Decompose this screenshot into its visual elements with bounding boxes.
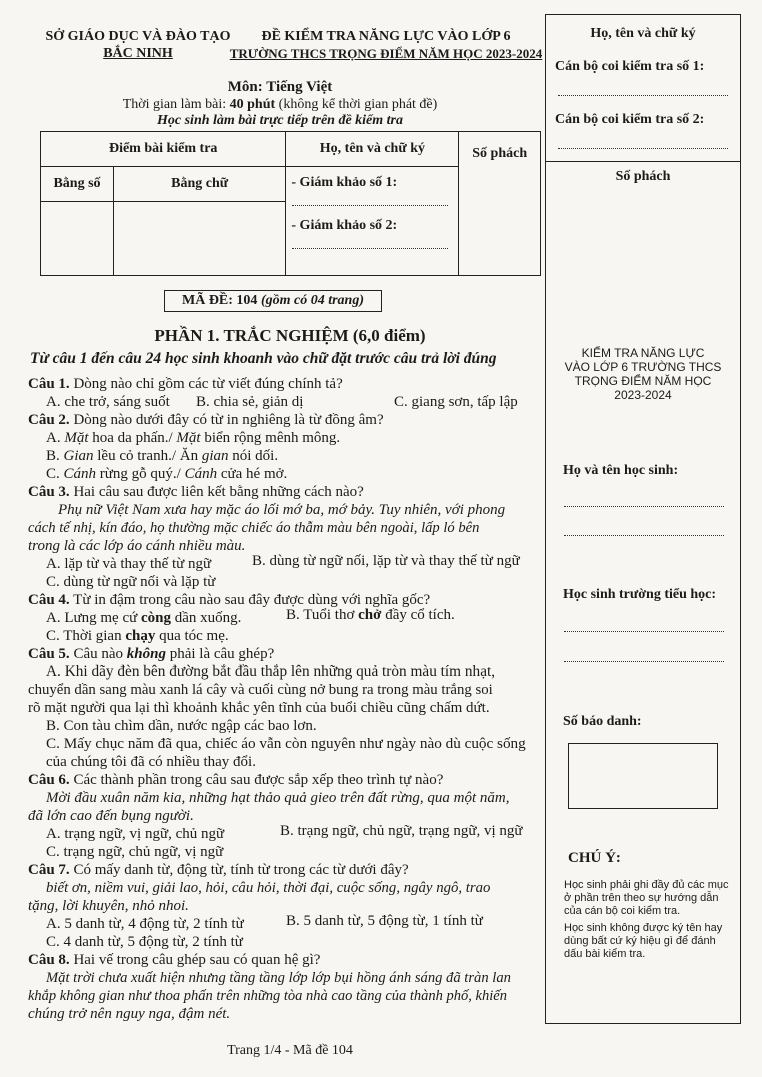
option-text: C. Thời gian: [46, 628, 126, 644]
q3-passage-line-2: cách tế nhị, kín đáo, họ thường mặc chiếc áo thẫm màu bên ngoài, lấp ló bên: [28, 520, 480, 536]
question-text: phải là câu ghép?: [165, 646, 275, 662]
q5-option-c-line-1[interactable]: C. Mấy chục năm đã qua, chiếc áo vẫn còn nguyên như ngày nào dù cuộc sống: [46, 735, 526, 752]
score-header: Điểm bài kiểm tra: [108, 141, 218, 156]
q3-passage-line-3: trong là các lớp áo cánh nhiều màu.: [28, 538, 246, 554]
question-text: Hai vế trong câu ghép sau có quan hệ gì?: [73, 952, 321, 968]
question-number: Câu 7.: [28, 862, 70, 878]
score-words-label: Bằng chữ: [171, 176, 229, 191]
exam-code: MÃ ĐỀ: 104: [182, 293, 258, 308]
italic-word: Cánh: [184, 466, 218, 482]
question-number: Câu 5.: [28, 646, 70, 662]
bold-word: còng: [141, 610, 171, 626]
q2-option-a[interactable]: [46, 429, 340, 447]
q5-option-b[interactable]: B. Con tàu chìm dần, nước ngập các bao lơn.: [46, 718, 317, 734]
rc-note-2: Học sinh không được ký tên hay dùng bất cứ ký hiệu gì để đánh dấu bài kiểm tra.: [564, 922, 723, 960]
rc-note-1: Học sinh phải ghi đầy đủ các mục ở phần trên theo sự hướng dẫn của cán bộ coi kiểm tra.: [564, 879, 729, 917]
option-letter: C.: [46, 466, 64, 482]
option-text: rừng gỗ quý./: [96, 466, 185, 482]
q5-option-a-line-2: chuyển dần sang màu xanh lá cây và cuối cùng nở bung ra trong màu trắng soi: [28, 682, 493, 698]
question-text: Dòng nào chỉ gồm các từ viết đúng chính tả?: [73, 376, 343, 392]
exam-title: [228, 28, 544, 62]
q7-option-c[interactable]: C. 4 danh từ, 5 động từ, 2 tính từ: [46, 934, 243, 950]
part1-title: PHẦN 1. TRẮC NGHIỆM (6,0 điểm): [154, 326, 426, 345]
rc-primary-school-line-1[interactable]: [564, 630, 724, 632]
score-table: [40, 131, 541, 276]
q6-passage-line-2: đã lớn cao đến bụng người.: [28, 808, 194, 824]
score-number-label: Bằng số: [53, 176, 101, 191]
time-value: 40 phút: [229, 97, 276, 112]
question-number: Câu 8.: [28, 952, 70, 968]
rc-candidate-number-box[interactable]: [568, 743, 718, 809]
option-text: đầy cổ tích.: [381, 607, 455, 623]
q5-option-a-line-1[interactable]: A. Khi dãy đèn bên đường bắt đầu thắp lên những quả tròn màu tím nhạt,: [46, 663, 496, 680]
rc-title-line-2: VÀO LỚP 6 TRƯỜNG THCS: [564, 360, 722, 374]
score-number-header: [41, 167, 114, 202]
option-text: dần xuống.: [171, 610, 242, 626]
rc-title-line-1: KIỂM TRA NĂNG LỰC: [581, 346, 705, 360]
option-letter: A.: [46, 430, 65, 446]
option-text: cửa hé mở.: [217, 466, 288, 482]
sign-header: Họ, tên và chữ ký: [319, 141, 426, 156]
q8-passage-line-2: khắp không gian như thoa phấn trên những tòa nhà cao tầng của thành phố, khiến: [28, 988, 507, 1004]
question-2: [28, 411, 384, 429]
q2-option-b[interactable]: [46, 447, 278, 465]
option-text: lều cỏ tranh./ Ăn: [93, 448, 202, 464]
page-footer: Trang 1/4 - Mã đề 104: [227, 1043, 353, 1058]
q3-option-b[interactable]: B. dùng từ ngữ nối, lặp từ và thay thế từ ngữ: [252, 553, 520, 569]
italic-word: Mặt: [64, 430, 89, 446]
department-line-1: SỞ GIÁO DỤC VÀ ĐÀO TẠO: [45, 29, 231, 44]
question-text: Hai câu sau được liên kết bằng những cách nào?: [73, 484, 364, 500]
italic-word: gian: [201, 448, 229, 464]
question-number: Câu 3.: [28, 484, 70, 500]
q7-words-line-1: biết ơn, niềm vui, giải lao, hỏi, câu hỏi, thời đại, cuộc sống, ngây ngô, trao: [46, 880, 491, 896]
question-8: [28, 951, 320, 969]
exam-title-line-2: TRƯỜNG THCS TRỌNG ĐIỂM NĂM HỌC 2023-2024: [229, 46, 543, 61]
q7-option-a[interactable]: A. 5 danh từ, 4 động từ, 2 tính từ: [46, 916, 244, 932]
question-number: Câu 1.: [28, 376, 70, 392]
examiner-1-label: - Giám khảo số 1:: [291, 175, 398, 190]
q6-passage-line-1: Mời đầu xuân năm kia, những hạt thảo quả gieo trên đất rừng, qua một năm,: [46, 790, 510, 806]
examiner-2-line[interactable]: [292, 247, 448, 249]
department-name: [38, 28, 238, 62]
rc-code: Số phách: [615, 169, 671, 184]
question-3: [28, 483, 364, 501]
time-note: (không kể thời gian phát đề): [278, 97, 438, 112]
q3-option-c[interactable]: C. dùng từ ngữ nối và lặp từ: [46, 574, 216, 590]
rc-candidate-number: Số báo danh:: [563, 714, 642, 729]
q6-option-a[interactable]: A. trạng ngữ, vị ngữ, chủ ngữ: [46, 826, 225, 842]
question-text: Các thành phần trong câu sau được sắp xếp theo trình tự nào?: [73, 772, 444, 788]
q8-passage-line-3: chúng trở nên nguy nga, đậm nét.: [28, 1006, 231, 1022]
examiner-2-label: - Giám khảo số 2:: [291, 218, 398, 233]
q6-option-c[interactable]: C. trạng ngữ, chủ ngữ, vị ngữ: [46, 844, 224, 860]
q8-passage-line-1: Mặt trời chưa xuất hiện nhưng tầng tầng lớp lớp bụi hồng ánh sáng đã tràn lan: [46, 970, 511, 986]
q3-passage-line-1: Phụ nữ Việt Nam xưa hay mặc áo lối mớ ba, mớ bảy. Tuy nhiên, với phong: [58, 502, 506, 518]
rc-student-name-line-2[interactable]: [564, 534, 724, 536]
rc-divider: [546, 161, 740, 162]
option-text: nói dối.: [228, 448, 279, 464]
subject-label: Môn: Tiếng Việt: [227, 79, 333, 95]
q2-option-c[interactable]: [46, 465, 287, 483]
option-text: B. Tuổi thơ: [286, 607, 359, 623]
rc-primary-school: Học sinh trường tiểu học:: [563, 587, 717, 602]
rc-note-title: CHÚ Ý:: [568, 850, 621, 866]
question-1: [28, 375, 343, 393]
instruction-line: Học sinh làm bài trực tiếp trên đề kiểm tra: [157, 113, 403, 128]
exam-pages: (gồm có 04 trang): [260, 293, 364, 308]
exam-title-line-1: ĐỀ KIỂM TRA NĂNG LỰC VÀO LỚP 6: [261, 29, 511, 44]
question-number: Câu 2.: [28, 412, 70, 428]
q4-option-c[interactable]: [46, 627, 229, 645]
rc-proctor-1: Cán bộ coi kiểm tra số 1:: [555, 59, 705, 74]
italic-word: Mặt: [176, 430, 201, 446]
italic-word: Gian: [63, 448, 94, 464]
q5-option-a-line-3: rõ mặt người qua lại thì khoảnh khắc yên tĩnh của buổi chiều cũng chấm dứt.: [28, 700, 490, 716]
bold-word: chở: [358, 607, 382, 623]
rc-student-name: Họ và tên học sinh:: [563, 463, 679, 478]
right-column: [545, 14, 741, 1024]
question-7: [28, 861, 409, 879]
question-text: Có mấy danh từ, động từ, tính từ trong các từ dưới đây?: [73, 862, 409, 878]
time-limit: [80, 97, 480, 113]
question-text: Từ in đậm trong câu nào sau đây được dùng với nghĩa gốc?: [73, 592, 431, 608]
score-header-cell: [41, 132, 286, 167]
rc-proctor-2: Cán bộ coi kiểm tra số 2:: [555, 112, 705, 127]
question-text: Dòng nào dưới đây có từ in nghiêng là từ đồng âm?: [73, 412, 384, 428]
examiner-cell: [286, 167, 459, 276]
rc-student-name-line-1[interactable]: [564, 505, 724, 507]
rc-proctor-2-line[interactable]: [558, 147, 728, 149]
part1-instruction: Từ câu 1 đến câu 24 học sinh khoanh vào chữ đặt trước câu trả lời đúng: [30, 350, 497, 367]
rc-proctor-1-line[interactable]: [558, 94, 728, 96]
option-letter: B.: [46, 448, 64, 464]
sign-header-cell: [286, 132, 459, 167]
score-words-box[interactable]: [114, 202, 286, 276]
rc-sign-header: Họ, tên và chữ ký: [590, 26, 696, 41]
option-text: qua tóc mẹ.: [155, 628, 229, 644]
q1-option-a[interactable]: A. che trở, sáng suốt: [46, 394, 170, 410]
keyword: không: [126, 646, 166, 662]
bold-word: chạy: [125, 628, 156, 644]
code-header: Số phách: [472, 146, 528, 161]
option-text: biển rộng mênh mông.: [200, 430, 341, 446]
rc-title-line-3: TRỌNG ĐIỂM NĂM HỌC: [574, 374, 712, 388]
question-number: Câu 6.: [28, 772, 70, 788]
option-text: A. Lưng mẹ cứ: [46, 610, 141, 626]
italic-word: Cánh: [63, 466, 97, 482]
rc-title: [546, 346, 740, 402]
score-words-header: [114, 167, 286, 202]
question-number: Câu 4.: [28, 592, 70, 608]
score-number-box[interactable]: [41, 202, 114, 276]
examiner-1-line[interactable]: [292, 204, 448, 206]
code-cell: [459, 132, 541, 276]
department-line-2: BẮC NINH: [103, 46, 173, 61]
time-prefix: Thời gian làm bài:: [122, 97, 227, 112]
q6-option-b[interactable]: B. trạng ngữ, chủ ngữ, trạng ngữ, vị ngữ: [280, 823, 523, 839]
q4-option-b[interactable]: [286, 606, 455, 624]
q3-option-a[interactable]: A. lặp từ và thay thế từ ngữ: [46, 556, 212, 572]
option-text: hoa da phấn./: [88, 430, 177, 446]
exam-code-box: [164, 290, 382, 312]
q1-option-c[interactable]: C. giang sơn, tấp lập: [394, 394, 518, 410]
question-text: Câu nào: [73, 646, 127, 662]
question-6: [28, 771, 443, 789]
q5-option-c-line-2: của chúng tôi đã có nhiều thay đổi.: [46, 754, 256, 770]
q4-option-a[interactable]: [46, 609, 241, 627]
q7-words-line-2: tặng, lời khuyên, nhỏ nhoi.: [28, 898, 189, 914]
rc-title-line-4: 2023-2024: [614, 388, 672, 402]
q7-option-b[interactable]: B. 5 danh từ, 5 động từ, 1 tính từ: [286, 913, 483, 929]
question-5: [28, 645, 274, 663]
q1-option-b[interactable]: B. chia sẻ, giản dị: [196, 394, 304, 410]
rc-primary-school-line-2[interactable]: [564, 660, 724, 662]
